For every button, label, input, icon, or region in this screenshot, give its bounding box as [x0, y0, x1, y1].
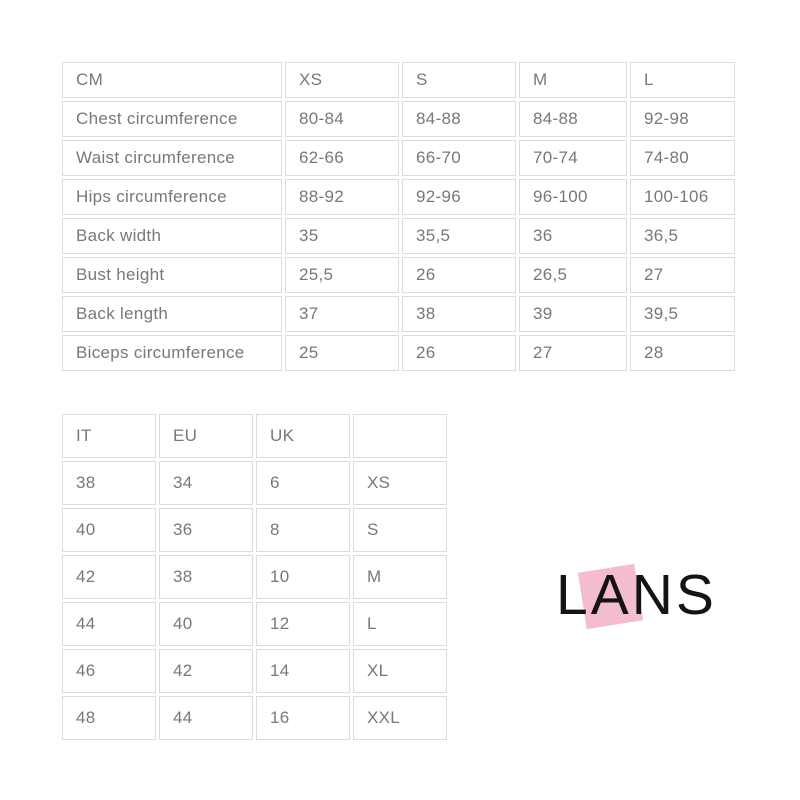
data-cell: 37: [285, 296, 399, 332]
data-cell: 12: [256, 602, 350, 646]
header-cell-empty: [353, 414, 447, 458]
data-cell: 16: [256, 696, 350, 740]
data-cell: M: [353, 555, 447, 599]
data-cell: 14: [256, 649, 350, 693]
data-cell: XXL: [353, 696, 447, 740]
row-back-width: [62, 218, 735, 254]
size-conversion-table: [59, 411, 450, 743]
header-cell-cm: CM: [62, 62, 282, 98]
data-cell: 25: [285, 335, 399, 371]
data-cell: 40: [62, 508, 156, 552]
row-biceps-circumference: [62, 335, 735, 371]
data-cell: 92-98: [630, 101, 735, 137]
row-label: Hips circumference: [62, 179, 282, 215]
data-cell: XS: [353, 461, 447, 505]
logo-letter: S: [675, 563, 717, 627]
header-cell-m: M: [519, 62, 627, 98]
data-cell: 27: [519, 335, 627, 371]
data-cell: S: [353, 508, 447, 552]
measurement-header-row: [62, 62, 735, 98]
data-cell: 35: [285, 218, 399, 254]
data-cell: 26: [402, 335, 516, 371]
size-row-xs: [62, 461, 447, 505]
header-cell-xs: XS: [285, 62, 399, 98]
header-cell-it: IT: [62, 414, 156, 458]
row-bust-height: [62, 257, 735, 293]
data-cell: 66-70: [402, 140, 516, 176]
row-label: Waist circumference: [62, 140, 282, 176]
header-cell-eu: EU: [159, 414, 253, 458]
size-row-xxl: [62, 696, 447, 740]
logo-letter: A: [590, 563, 632, 627]
size-row-l: [62, 602, 447, 646]
data-cell: 35,5: [402, 218, 516, 254]
data-cell: 48: [62, 696, 156, 740]
data-cell: 84-88: [402, 101, 516, 137]
data-cell: 36,5: [630, 218, 735, 254]
size-row-s: [62, 508, 447, 552]
row-back-length: [62, 296, 735, 332]
logo-letter: N: [631, 563, 676, 627]
data-cell: 38: [159, 555, 253, 599]
measurement-table: [59, 59, 738, 374]
data-cell: 44: [62, 602, 156, 646]
data-cell: L: [353, 602, 447, 646]
data-cell: 74-80: [630, 140, 735, 176]
data-cell: 39: [519, 296, 627, 332]
logo-letter: L: [556, 563, 591, 627]
data-cell: 96-100: [519, 179, 627, 215]
data-cell: 62-66: [285, 140, 399, 176]
data-cell: 8: [256, 508, 350, 552]
data-cell: 39,5: [630, 296, 735, 332]
data-cell: 38: [62, 461, 156, 505]
data-cell: 34: [159, 461, 253, 505]
row-label: Biceps circumference: [62, 335, 282, 371]
row-waist-circumference: [62, 140, 735, 176]
data-cell: 80-84: [285, 101, 399, 137]
data-cell: 6: [256, 461, 350, 505]
row-hips-circumference: [62, 179, 735, 215]
logo-wordmark: [556, 560, 726, 630]
data-cell: 10: [256, 555, 350, 599]
data-cell: 92-96: [402, 179, 516, 215]
header-cell-s: S: [402, 62, 516, 98]
data-cell: 25,5: [285, 257, 399, 293]
data-cell: 36: [519, 218, 627, 254]
data-cell: 38: [402, 296, 516, 332]
data-cell: 44: [159, 696, 253, 740]
data-cell: 26: [402, 257, 516, 293]
data-cell: 100-106: [630, 179, 735, 215]
data-cell: 26,5: [519, 257, 627, 293]
header-cell-l: L: [630, 62, 735, 98]
header-cell-uk: UK: [256, 414, 350, 458]
brand-logo: [556, 560, 726, 640]
data-cell: XL: [353, 649, 447, 693]
row-label: Bust height: [62, 257, 282, 293]
data-cell: 28: [630, 335, 735, 371]
row-chest-circumference: [62, 101, 735, 137]
row-label: Back length: [62, 296, 282, 332]
data-cell: 27: [630, 257, 735, 293]
data-cell: 46: [62, 649, 156, 693]
size-row-xl: [62, 649, 447, 693]
data-cell: 70-74: [519, 140, 627, 176]
data-cell: 42: [62, 555, 156, 599]
data-cell: 36: [159, 508, 253, 552]
data-cell: 84-88: [519, 101, 627, 137]
size-header-row: [62, 414, 447, 458]
data-cell: 40: [159, 602, 253, 646]
row-label: Back width: [62, 218, 282, 254]
data-cell: 88-92: [285, 179, 399, 215]
data-cell: 42: [159, 649, 253, 693]
row-label: Chest circumference: [62, 101, 282, 137]
size-row-m: [62, 555, 447, 599]
